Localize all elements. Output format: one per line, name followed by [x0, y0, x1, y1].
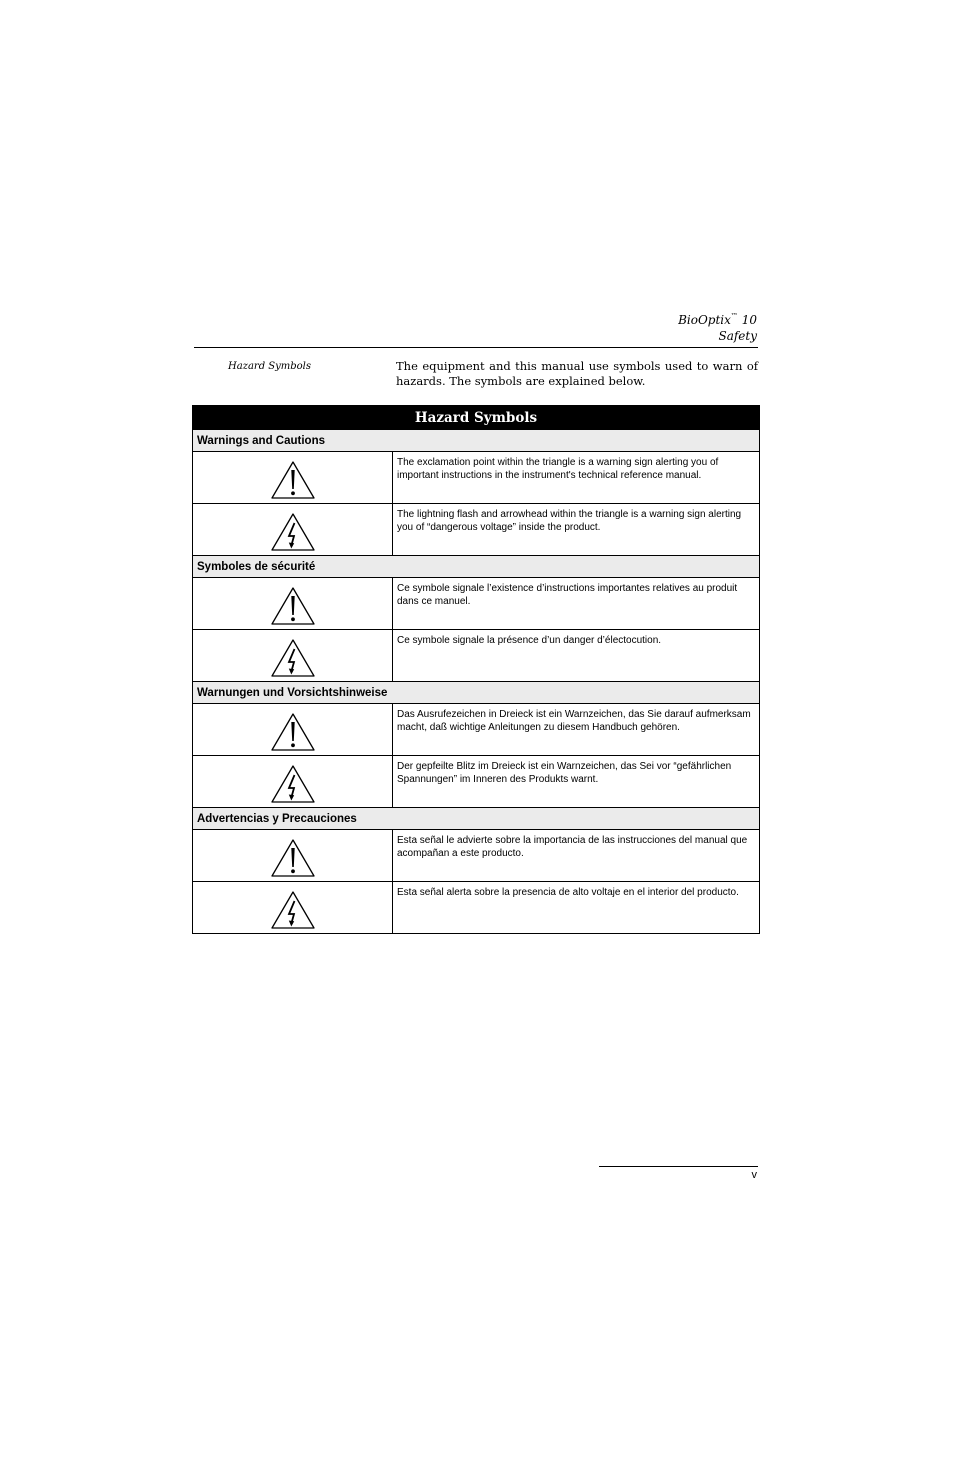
table-title: Hazard Symbols	[193, 406, 760, 430]
section-row	[193, 682, 760, 704]
lightning-triangle-icon	[269, 637, 317, 679]
exclamation-triangle-icon	[269, 459, 317, 501]
section-row	[193, 430, 760, 452]
exclamation-triangle-icon	[269, 837, 317, 879]
table-row	[193, 504, 760, 556]
symbol-cell	[193, 756, 393, 808]
symbol-cell	[193, 504, 393, 556]
symbol-description: The lightning flash and arrowhead within the triangle is a warning sign alerting you of “dangerous voltage” inside the product.	[393, 504, 760, 556]
symbol-description: Das Ausrufezeichen in Dreieck ist ein Warnzeichen, das Sie darauf aufmerksam macht, daß wichtige Anleitungen zu diesem Handbuch gehören.	[393, 704, 760, 756]
table-row	[193, 578, 760, 630]
lightning-triangle-icon	[269, 889, 317, 931]
page-number: v	[751, 1169, 757, 1181]
symbol-description: Der gepfeilte Blitz im Dreieck ist ein Warnzeichen, das Sei vor “gefährlichen Spannungen” im Inneren des Produkts warnt.	[393, 756, 760, 808]
exclamation-triangle-icon	[269, 585, 317, 627]
table-row	[193, 704, 760, 756]
symbol-description: Esta señal le advierte sobre la importancia de las instrucciones del manual que acompañan a este producto.	[393, 830, 760, 882]
lightning-triangle-icon	[269, 763, 317, 805]
symbol-cell	[193, 452, 393, 504]
section-heading: Symboles de sécurité	[193, 556, 760, 578]
table-row	[193, 452, 760, 504]
symbol-cell	[193, 830, 393, 882]
section-heading: Warnings and Cautions	[193, 430, 760, 452]
symbol-description: Ce symbole signale l’existence d’instructions importantes relatives au produit dans ce manuel.	[393, 578, 760, 630]
table-row	[193, 630, 760, 682]
hazard-symbols-table	[192, 405, 760, 934]
table-title-row	[193, 406, 760, 430]
symbol-description: Ce symbole signale la présence d’un danger d’électocution.	[393, 630, 760, 682]
symbol-cell	[193, 882, 393, 934]
symbol-cell	[193, 578, 393, 630]
running-head-section: Safety	[718, 329, 757, 343]
table-row	[193, 756, 760, 808]
section-heading: Advertencias y Precauciones	[193, 808, 760, 830]
running-head-product: BioOptix™ 10	[678, 312, 757, 327]
footer-rule	[599, 1166, 758, 1167]
lightning-triangle-icon	[269, 511, 317, 553]
running-head	[678, 312, 757, 344]
intro-paragraph: The equipment and this manual use symbols used to warn of hazards. The symbols are explained below.	[396, 359, 758, 388]
symbol-cell	[193, 704, 393, 756]
section-row	[193, 556, 760, 578]
section-row	[193, 808, 760, 830]
table-row	[193, 882, 760, 934]
symbol-description: The exclamation point within the triangle is a warning sign alerting you of important instructions in the instrument's technical reference manual.	[393, 452, 760, 504]
table-row	[193, 830, 760, 882]
exclamation-triangle-icon	[269, 711, 317, 753]
symbol-cell	[193, 630, 393, 682]
margin-label: Hazard Symbols	[228, 361, 312, 372]
header-rule	[194, 347, 758, 348]
section-heading: Warnungen und Vorsichtshinweise	[193, 682, 760, 704]
symbol-description: Esta señal alerta sobre la presencia de alto voltaje en el interior del producto.	[393, 882, 760, 934]
